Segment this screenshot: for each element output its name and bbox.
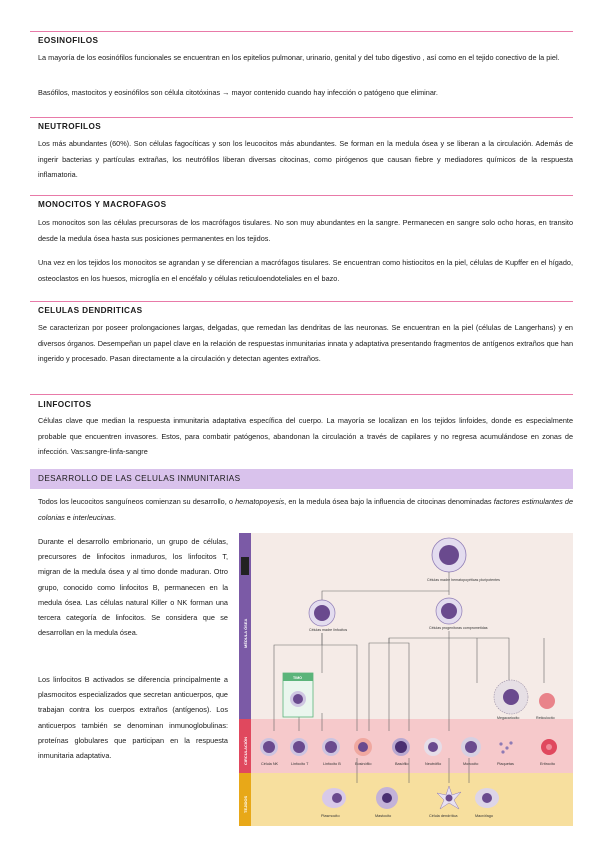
section-divider — [30, 394, 573, 395]
zone-label-tissue: TEJIDOS — [243, 795, 248, 813]
paragraph: Los monocitos son las células precursoras de los macrófagos tisulares. No son muy abundantes en la sangre. Permanecen en sangre solo ocho horas, en transito desde la medula ósea hasta sus posiciones permanentes en los tejidos. — [38, 218, 573, 243]
blood-cell-label: Basófilo — [395, 762, 409, 766]
zone-label-marrow: MÉDULA ÓSEA — [243, 618, 248, 648]
section-band — [30, 469, 573, 489]
megakaryocyte-label: Megacariocito — [497, 716, 520, 720]
section-title-monocitos: MONOCITOS Y MACROFAGOS — [38, 200, 167, 209]
reticulocyte — [539, 693, 555, 709]
thymus-label: TIMO — [293, 676, 302, 680]
marrow-tab — [241, 557, 249, 575]
tissue-cell — [475, 788, 499, 808]
paragraph-left-col: Durante el desarrollo embrionario, un grupo de células, precursores de linfocitos inmaduros, los linfocitos T, migran de la medula ósea y al timo donde maduran. Otro grupo, conocido como linfocitos B, permanecen en la medula ósea. Las células natural Killer o NK forman una tercera categoría de linfocitos. Se considera que se desarrollan en la medula ósea. — [38, 537, 228, 638]
tissue-cell — [322, 788, 346, 808]
blood-cell — [424, 738, 442, 756]
megakaryocyte — [494, 680, 528, 714]
tissue-cell-label: Célula dendrítica — [429, 814, 458, 818]
blood-cell-label: Linfocito B — [323, 762, 341, 766]
tissue-cell-labels — [239, 814, 573, 822]
lymphoid-stem-cell — [309, 600, 335, 626]
reticulocyte-label: Reticulocito — [536, 716, 555, 720]
paragraph: Los más abundantes (60%). Son células fagocíticas y son los leucocitos más abundantes. Se forman en la medula ósea y se liberan a la circulación. Además de ingerir bacterias y partículas extrañas, los neutrófilos liberan diversas citocinas, como pirógenos que causan fiebre y mediadores químicos de la respuesta inflamatoria. — [38, 139, 573, 179]
section-divider — [30, 195, 573, 196]
blood-cell — [461, 737, 481, 757]
blood-cell-label: Eosinófilo — [355, 762, 372, 766]
blood-cell-labels — [257, 762, 573, 770]
blood-cell — [392, 738, 410, 756]
lymphoid-stem-label: Células madre linfocitos — [309, 628, 348, 632]
paragraph: La mayoría de los eosinófilos funcionales se encuentran en los epitelios pulmonar, urinario, genital y del tubo digestivo , así como en el tejido conectivo de la piel. — [38, 53, 560, 62]
hematopoiesis-diagram — [239, 533, 573, 826]
section-title-eosinofilos: EOSINOFILOS — [38, 36, 99, 45]
tissue-cell-label: Macrófago — [475, 814, 493, 818]
paragraph: Una vez en los tejidos los monocitos se agrandan y se diferencian a macrófagos tisulares. Se encuentran como histiocitos en la piel, células de Kupffer en el hígado, osteoclastos en los huesos, microglía en el encéfalo y células reticuloendoteliales en el bazo. — [38, 258, 573, 283]
progenitor-label: Células progenitoras comprometidas — [429, 626, 488, 630]
paragraph: Células clave que median la respuesta inmunitaria adaptativa específica del cuerpo. La mayoría se localizan en los tejidos linfoides, donde es especialmente probable que encuentren invasores. Estos, para combatir patógenos, abandonan la circulación a través de capilares y no regresa acumulándose en zonas de infección. Vas:sangre-linfa-sangre — [38, 416, 573, 456]
section-title-neutrofilos: NEUTROFILOS — [38, 122, 102, 131]
blood-cell — [541, 739, 557, 755]
tissue-cell-label: Plasmocito — [321, 814, 340, 818]
blood-cell-label: Eritrocito — [540, 762, 555, 766]
paragraph-left-col: Los linfocitos B activados se diferencia principalmente a plasmocitos especializados que secretan anticuerpos, que trabajan contra los cuerpos extraños (antígenos). Los anticuerpos también se denominan inmunoglobulinas: proteínas globulares que participan en la respuesta inmunitaria adaptativa. — [38, 675, 228, 761]
blood-cell — [322, 738, 340, 756]
stem-cell — [432, 538, 466, 572]
section-title-desarrollo: DESARROLLO DE LAS CELULAS INMUNITARIAS — [38, 474, 241, 483]
tissue-cell — [376, 787, 398, 809]
zone-label-blood: CIRCULACIÓN — [243, 737, 248, 765]
blood-cell — [290, 738, 308, 756]
blood-cell-label: Plaquetas — [497, 762, 514, 766]
blood-cell-label: Linfocito T — [291, 762, 309, 766]
section-divider — [30, 31, 573, 32]
blood-cell-label: Monocito — [463, 762, 479, 766]
progenitor-cell — [436, 598, 462, 624]
section-title-dendriticas: CELULAS DENDRITICAS — [38, 306, 143, 315]
paragraph-intro: Todos los leucocitos sanguíneos comienzan su desarrollo, o hematopoyesis, en la medula ósea bajo la influencia de citocinas denominadas factores estimulantes de colonias e interleucinas. — [38, 497, 573, 522]
hematopoiesis-figure — [239, 533, 573, 826]
tissue-cell-label: Mastocito — [375, 814, 392, 818]
section-divider — [30, 117, 573, 118]
blood-cell — [260, 738, 278, 756]
section-divider — [30, 301, 573, 302]
paragraph: Basófilos, mastocitos y eosinófilos son célula citotóxinas → mayor contenido cuando hay infección o patógeno que eliminar. — [38, 88, 438, 97]
blood-cell — [354, 738, 372, 756]
section-title-linfocitos: LINFOCITOS — [38, 400, 92, 409]
paragraph: Se caracterizan por poseer prolongaciones largas, delgadas, que remedan las dendritas de las neuronas. Se encuentran en la piel (células de Langerhans) y en diversos órganos. Desempeñan un papel clave en la relación de respuestas inmunitarias innata y adaptativa presentando fragmentos de antígenos extraños que han ingerido y procesado. Pasan directamente a la circulación y detectan agentes extraños. — [38, 323, 573, 363]
blood-cell-label: Célula NK — [261, 762, 279, 766]
stem-cell-label: Células madre hematopoyéticas pluripotentes — [427, 578, 500, 582]
blood-cell-label: Neutrófilo — [425, 762, 442, 766]
